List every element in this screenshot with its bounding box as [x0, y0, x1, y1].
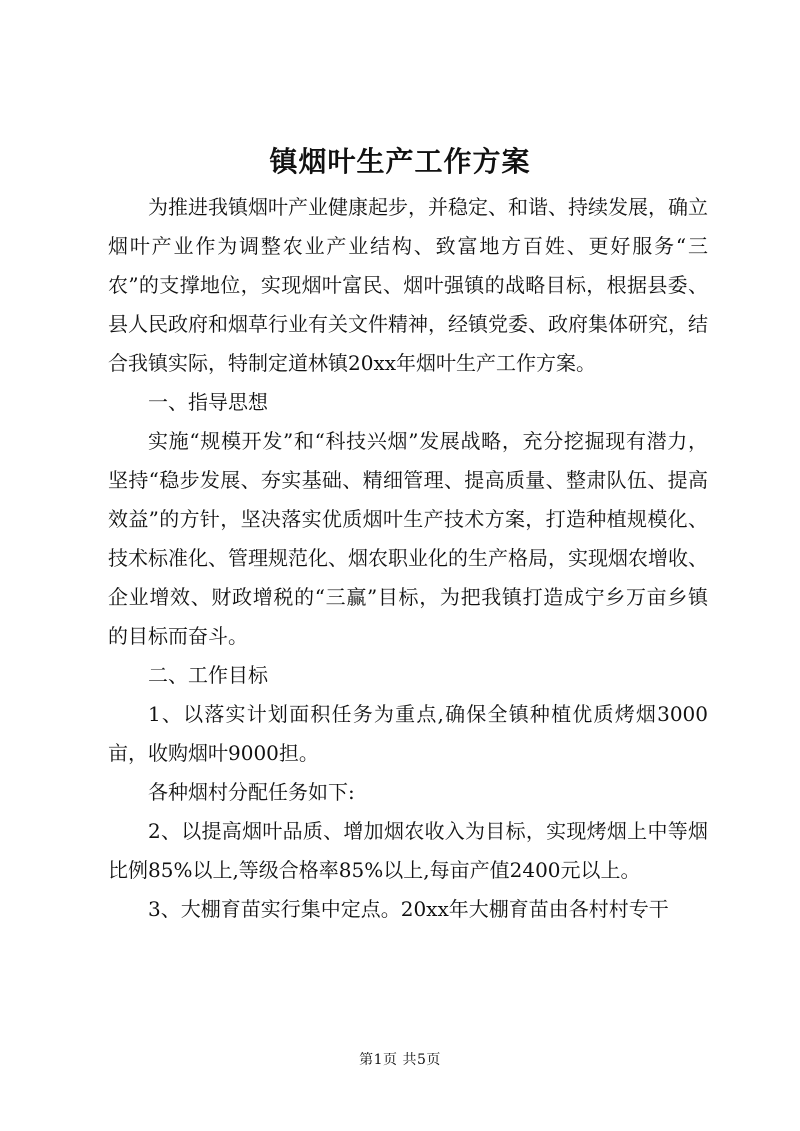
paragraph-goal-1: 1、以落实计划面积任务为重点,确保全镇种植优质烤烟3000亩，收购烟叶9000担。 [108, 702, 708, 765]
section-heading-guiding-ideology: 一、指导思想 [148, 390, 268, 414]
document-title: 镇烟叶生产工作方案 [269, 145, 531, 178]
page-footer: 第1页 共5页 [359, 1052, 441, 1068]
document-body [108, 188, 708, 929]
paragraph-goal-2: 2、以提高烟叶品质、增加烟农收入为目标，实现烤烟上中等烟比例85%以上,等级合格率85%以上,每亩产值2400元以上。 [108, 819, 708, 882]
paragraph-goal-3: 3、大棚育苗实行集中定点。20xx年大棚育苗由各村村专干 [148, 897, 669, 921]
paragraph-guiding-ideology: 实施“规模开发”和“科技兴烟”发展战略，充分挖掘现有潜力，坚持“稳步发展、夯实基础、精细管理、提高质量、整肃队伍、提高效益”的方针，坚决落实优质烟叶生产技术方案，打造种植规模化、技术标准化、管理规范化、烟农职业化的生产格局，实现烟农增收、企业增效、财政增税的“三赢”目标，为把我镇打造成宁乡万亩乡镇的目标而奋斗。 [108, 429, 708, 648]
section-heading-work-goals: 二、工作目标 [148, 663, 268, 687]
paragraph-task-allocation: 各种烟村分配任务如下: [148, 780, 355, 804]
paragraph-intro: 为推进我镇烟叶产业健康起步，并稳定、和谐、持续发展，确立烟叶产业作为调整农业产业结构、致富地方百姓、更好服务“三农”的支撑地位，实现烟叶富民、烟叶强镇的战略目标，根据县委、县人民政府和烟草行业有关文件精神，经镇党委、政府集体研究，结合我镇实际，特制定道林镇20xx年烟叶生产工作方案。 [108, 195, 708, 375]
